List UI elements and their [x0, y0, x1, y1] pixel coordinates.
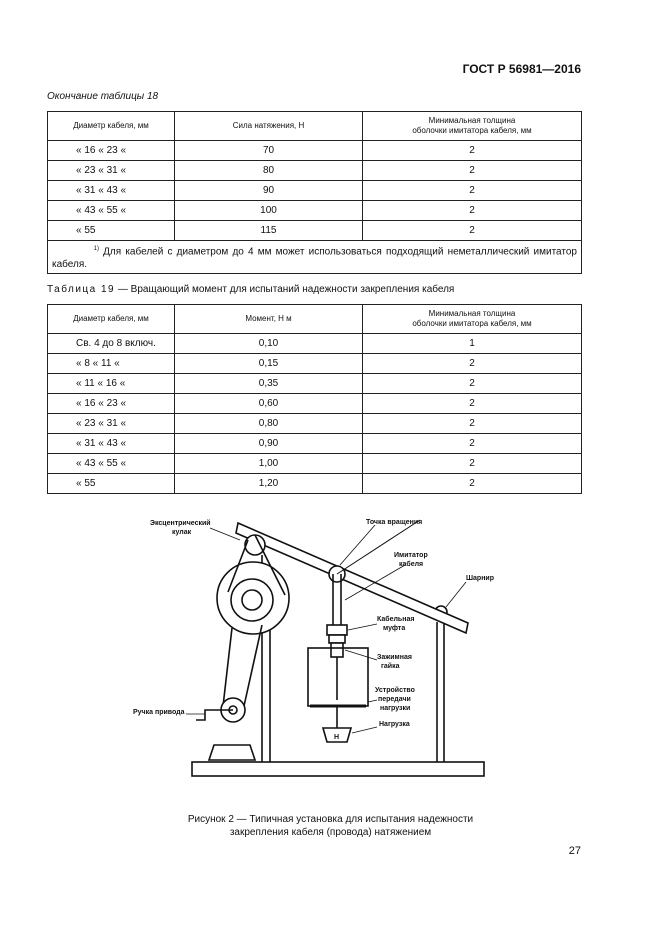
table-row: « 16 « 23 « 70 2: [48, 141, 582, 161]
cable-coupling: [327, 625, 347, 635]
label-nut-1: Зажимная: [377, 654, 412, 661]
table18-continuation: Окончание таблицы 18: [47, 91, 159, 102]
table-note: Для кабелей с диаметром до 4 мм может использоваться подходящий неметаллический имитатор кабеля.: [52, 246, 577, 271]
table-row: « 55 115 2: [48, 221, 582, 241]
label-handle: Ручка привода: [133, 709, 185, 716]
table19-caption: Таблица 19 — Вращающий момент для испытаний надежности закрепления кабеля: [47, 284, 455, 295]
col-header-force: Сила натяжения, Н: [175, 112, 363, 141]
table-row: Св. 4 до 8 включ. 0,10 1: [48, 334, 582, 354]
table-row: « 55 1,20 2: [48, 474, 582, 494]
label-coupling-2: муфта: [383, 625, 406, 632]
table-row: « 43 « 55 « 100 2: [48, 201, 582, 221]
table-row: « 31 « 43 « 0,90 2: [48, 434, 582, 454]
page-number: 27: [568, 845, 581, 857]
label-simulator-1: Имитатор: [394, 552, 428, 559]
figure-caption: Рисунок 2 — Типичная установка для испытания надежности закрепления кабеля (провода) натяжением: [187, 814, 474, 838]
table-row: « 16 « 23 « 0,60 2: [48, 394, 582, 414]
label-eccentric-cam-2: кулак: [172, 529, 192, 536]
label-device-3: нагрузки: [380, 705, 411, 712]
table-row: « 43 « 55 « 1,00 2: [48, 454, 582, 474]
table-row: « 8 « 11 « 0,15 2: [48, 354, 582, 374]
belt-right: [242, 625, 262, 715]
table-row: « 31 « 43 « 90 2: [48, 181, 582, 201]
label-device-1: Устройство: [375, 687, 415, 694]
document-header: ГОСТ Р 56981—2016: [462, 62, 581, 76]
table-row: « 23 « 31 « 80 2: [48, 161, 582, 181]
label-hinge: Шарнир: [466, 575, 495, 582]
col-header-thickness: Минимальная толщина оболочки имитатора кабеля, мм: [363, 112, 582, 141]
label-nut-2: гайка: [381, 663, 400, 670]
label-eccentric-cam-1: Эксцентрический: [150, 520, 211, 527]
pulley-stand: [209, 745, 255, 760]
note-mark: 1): [93, 246, 99, 252]
table-row: « 23 « 31 « 0,80 2: [48, 414, 582, 434]
table-row: « 11 « 16 « 0,35 2: [48, 374, 582, 394]
label-pivot: Точка вращения: [366, 519, 423, 526]
col-header-diameter: Диаметр кабеля, мм: [48, 112, 175, 141]
base-plate: [192, 762, 484, 776]
col-header-diameter: Диаметр кабеля, мм: [48, 305, 175, 334]
label-coupling-1: Кабельная: [377, 616, 415, 623]
label-device-2: передачи: [378, 696, 411, 703]
col-header-thickness: Минимальная толщина оболочки имитатора кабеля, мм: [363, 305, 582, 334]
label-weight: Н: [334, 734, 340, 741]
label-simulator-2: кабеля: [399, 561, 424, 568]
clamp-nut: [331, 643, 343, 657]
col-header-moment: Момент, Н м: [175, 305, 363, 334]
eccentric-cam-icon: [245, 535, 265, 555]
big-wheel: [217, 562, 289, 634]
label-load: Нагрузка: [379, 721, 410, 728]
